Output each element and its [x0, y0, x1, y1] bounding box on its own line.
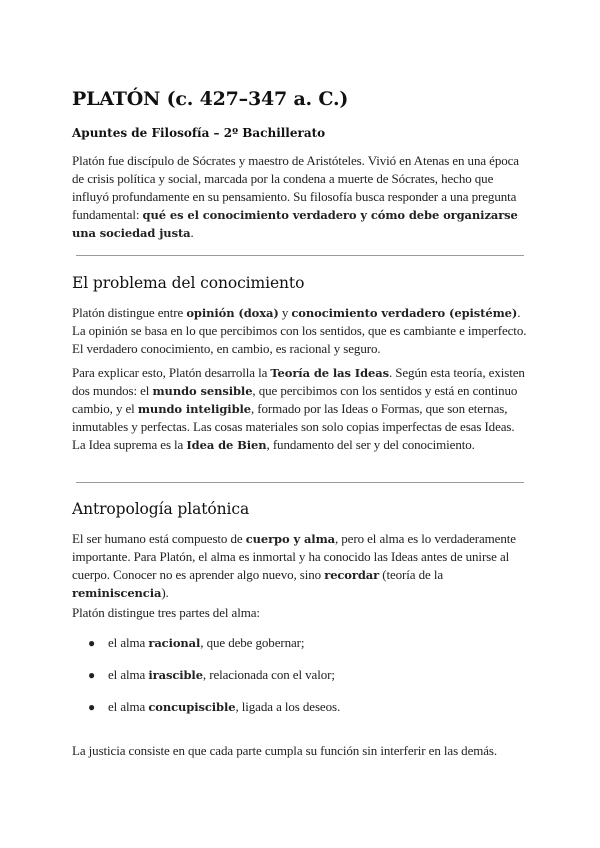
term-cuerpo-alma: cuerpo y alma — [245, 532, 335, 546]
term-doxa: opinión (doxa) — [186, 306, 279, 320]
text-span: , que percibimos con los sentidos y está en continuo cambio, y el — [72, 383, 518, 416]
term-racional: racional — [148, 636, 201, 650]
bullet-icon: ● — [88, 700, 96, 714]
page-subtitle: Apuntes de Filosofía – 2º Bachillerato — [72, 126, 326, 140]
text-span: ). — [161, 585, 169, 600]
closing-paragraph: La justicia consiste en que cada parte cumpla su función sin interferir en las demás. — [72, 743, 498, 758]
list-item-text — [108, 698, 340, 716]
text-span: el alma — [108, 699, 149, 714]
intro-paragraph — [72, 152, 528, 242]
list-item-text — [108, 666, 335, 684]
section-divider — [76, 482, 524, 483]
text-span: y — [278, 305, 292, 320]
text-span: . Según esta teoría, existen dos mundos: el — [72, 365, 525, 398]
text-span: (teoría de la — [379, 567, 444, 582]
intro-emphasis: qué es el conocimiento verdadero y cómo debe organizarse una sociedad justa — [72, 208, 518, 240]
term-reminiscencia: reminiscencia — [72, 586, 162, 600]
text-span: . La opinión se basa en lo que percibimos con los sentidos, que es cambiante e imperfecto. El verdadero conocimiento, en cambio, es racional y seguro. — [72, 305, 527, 356]
text-span: , fundamento del ser y del conocimiento. — [266, 437, 475, 452]
text-span: , formado por las Ideas o Formas, que son eternas, inmutables y perfectas. Las cosas materiales son solo copias imperfectas de esas Ideas. La Idea suprema es la — [72, 401, 515, 452]
anthropology-paragraph-2: Platón distingue tres partes del alma: — [72, 605, 260, 620]
text-span: , pero el alma es lo verdaderamente importante. Para Platón, el alma es inmortal y ha conocido las Ideas antes de unirse al cuerpo. Conocer no es aprender algo nuevo, sino — [72, 531, 516, 582]
term-mundo-sensible: mundo sensible — [152, 384, 253, 398]
anthropology-paragraph-1 — [72, 530, 528, 602]
bullet-icon: ● — [88, 636, 96, 650]
term-mundo-inteligible: mundo inteligible — [137, 402, 251, 416]
section-divider — [76, 255, 524, 256]
intro-text: Platón fue discípulo de Sócrates y maestro de Aristóteles. Vivió en Atenas en una época de crisis política y social, marcada por la condena a muerte de Sócrates, hecho que influyó profundamente en su pensamiento. Su filosofía busca responder a una pregunta fundamental: — [72, 153, 519, 222]
text-span: , que debe gobernar; — [200, 635, 305, 650]
intro-text-end: . — [190, 225, 194, 240]
term-concupiscible: concupiscible — [148, 700, 236, 714]
text-span: El ser humano está compuesto de — [72, 531, 246, 546]
term-episteme: conocimiento verdadero (epistéme) — [291, 306, 518, 320]
term-irascible: irascible — [148, 668, 203, 682]
text-span: Para explicar esto, Platón desarrolla la — [72, 365, 271, 380]
knowledge-paragraph-2 — [72, 364, 528, 454]
term-idea-bien: Idea de Bien — [186, 438, 267, 452]
bullet-icon: ● — [88, 668, 96, 682]
section-heading-anthropology: Antropología platónica — [72, 500, 250, 518]
text-span: el alma — [108, 635, 149, 650]
knowledge-paragraph-1 — [72, 304, 528, 358]
page-title: PLATÓN (c. 427–347 a. C.) — [72, 88, 349, 110]
term-teoria-ideas: Teoría de las Ideas — [270, 366, 389, 380]
text-span: , relacionada con el valor; — [202, 667, 335, 682]
text-span: Platón distingue entre — [72, 305, 187, 320]
section-heading-knowledge: El problema del conocimiento — [72, 274, 305, 292]
text-span: el alma — [108, 667, 149, 682]
list-item-text — [108, 634, 304, 652]
text-span: , ligada a los deseos. — [235, 699, 341, 714]
term-recordar: recordar — [324, 568, 380, 582]
